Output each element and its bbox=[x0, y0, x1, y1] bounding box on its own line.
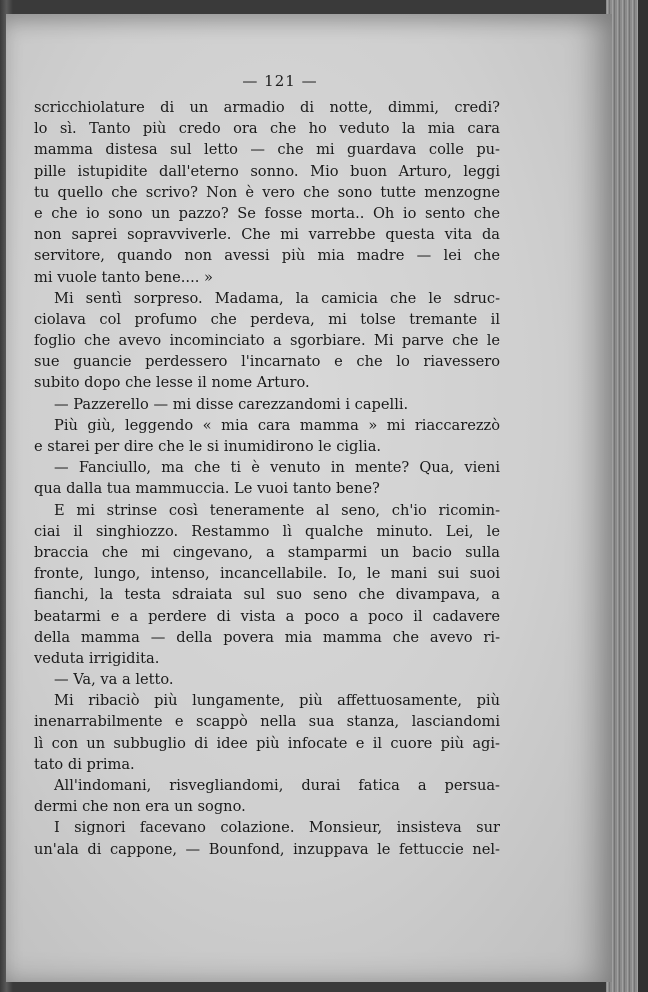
text-line: ciolava col profumo che perdeva, mi tolse tremante il bbox=[34, 310, 500, 328]
text-line: Mi sentì sorpreso. Madama, la camicia che le sdruc- bbox=[54, 289, 500, 307]
text-line: pille istupidite dall'eterno sonno. Mio buon Arturo, leggi bbox=[34, 162, 500, 180]
text-line: Più giù, leggendo « mia cara mamma » mi riaccarezzò bbox=[54, 416, 500, 434]
text-line: — Fanciullo, ma che ti è venuto in mente? Qua, vieni bbox=[54, 459, 500, 477]
page-number: — 121 — bbox=[242, 72, 318, 90]
text-line: ciai il singhiozzo. Restammo lì qualche minuto. Lei, le bbox=[34, 522, 500, 540]
text-line: beatarmi e a perdere di vista a poco a poco il cadavere bbox=[34, 607, 500, 625]
text-line: e che io sono un pazzo? Se fosse morta.. Oh io sento che bbox=[34, 204, 500, 222]
text-line: subito dopo che lesse il nome Arturo. bbox=[34, 374, 310, 392]
text-line: inenarrabilmente e scappò nella sua stanza, lasciandomi bbox=[34, 713, 500, 731]
text-line: dermi che non era un sogno. bbox=[34, 798, 246, 816]
text-line: scricchiolature di un armadio di notte, dimmi, credi? bbox=[34, 99, 500, 116]
text-line: e starei per dire che le si inumidirono le ciglia. bbox=[34, 438, 382, 455]
text-line: fronte, lungo, intenso, incancellabile. Io, le mani sui suoi bbox=[34, 565, 500, 583]
text-line: veduta irrigidita. bbox=[34, 649, 160, 667]
text-line: sue guancie perdessero l'incarnato e che lo riavessero bbox=[34, 353, 500, 371]
text-line: — Pazzerello — mi disse carezzandomi i capelli. bbox=[54, 395, 409, 413]
text-line: qua dalla tua mammuccia. Le vuoi tanto bene? bbox=[34, 480, 380, 498]
text-line: E mi strinse così teneramente al seno, ch'io ricomin- bbox=[54, 501, 500, 519]
text-line: lo sì. Tanto più credo ora che ho veduto la mia cara bbox=[34, 120, 500, 138]
text-line: lì con un subbuglio di idee più infocate e il cuore più agi- bbox=[34, 734, 500, 752]
text-line: servitore, quando non avessi più mia madre — lei che bbox=[34, 247, 500, 265]
text-line: Mi ribaciò più lungamente, più affettuosamente, più bbox=[54, 692, 500, 710]
text-line: foglio che avevo incominciato a sgorbiare. Mi parve che le bbox=[34, 332, 500, 350]
text-line: braccia che mi cingevano, a stamparmi un bacio sulla bbox=[34, 543, 500, 561]
text-line: All'indomani, risvegliandomi, durai fatica a persua- bbox=[54, 777, 500, 794]
body-text bbox=[34, 97, 500, 860]
text-line: un'ala di cappone, — Bounfond, inzuppava le fettuccie nel- bbox=[34, 840, 500, 858]
book-cover-edge bbox=[638, 0, 648, 992]
text-line: mi vuole tanto bene.... » bbox=[34, 268, 213, 286]
text-line: tato di prima. bbox=[34, 755, 135, 773]
text-line: — Va, va a letto. bbox=[54, 671, 174, 689]
text-line: fianchi, la testa sdraiata sul suo seno che divampava, a bbox=[34, 586, 500, 604]
text-line: mamma distesa sul letto — che mi guardava colle pu- bbox=[34, 141, 500, 159]
text-line: non saprei sopravviverle. Che mi varrebbe questa vita da bbox=[34, 226, 500, 244]
text-line: della mamma — della povera mia mamma che avevo ri- bbox=[34, 628, 500, 646]
text-line: tu quello che scrivo? Non è vero che sono tutte menzogne bbox=[34, 183, 500, 201]
text-line: I signori facevano colazione. Monsieur, insisteva sur bbox=[54, 819, 500, 837]
